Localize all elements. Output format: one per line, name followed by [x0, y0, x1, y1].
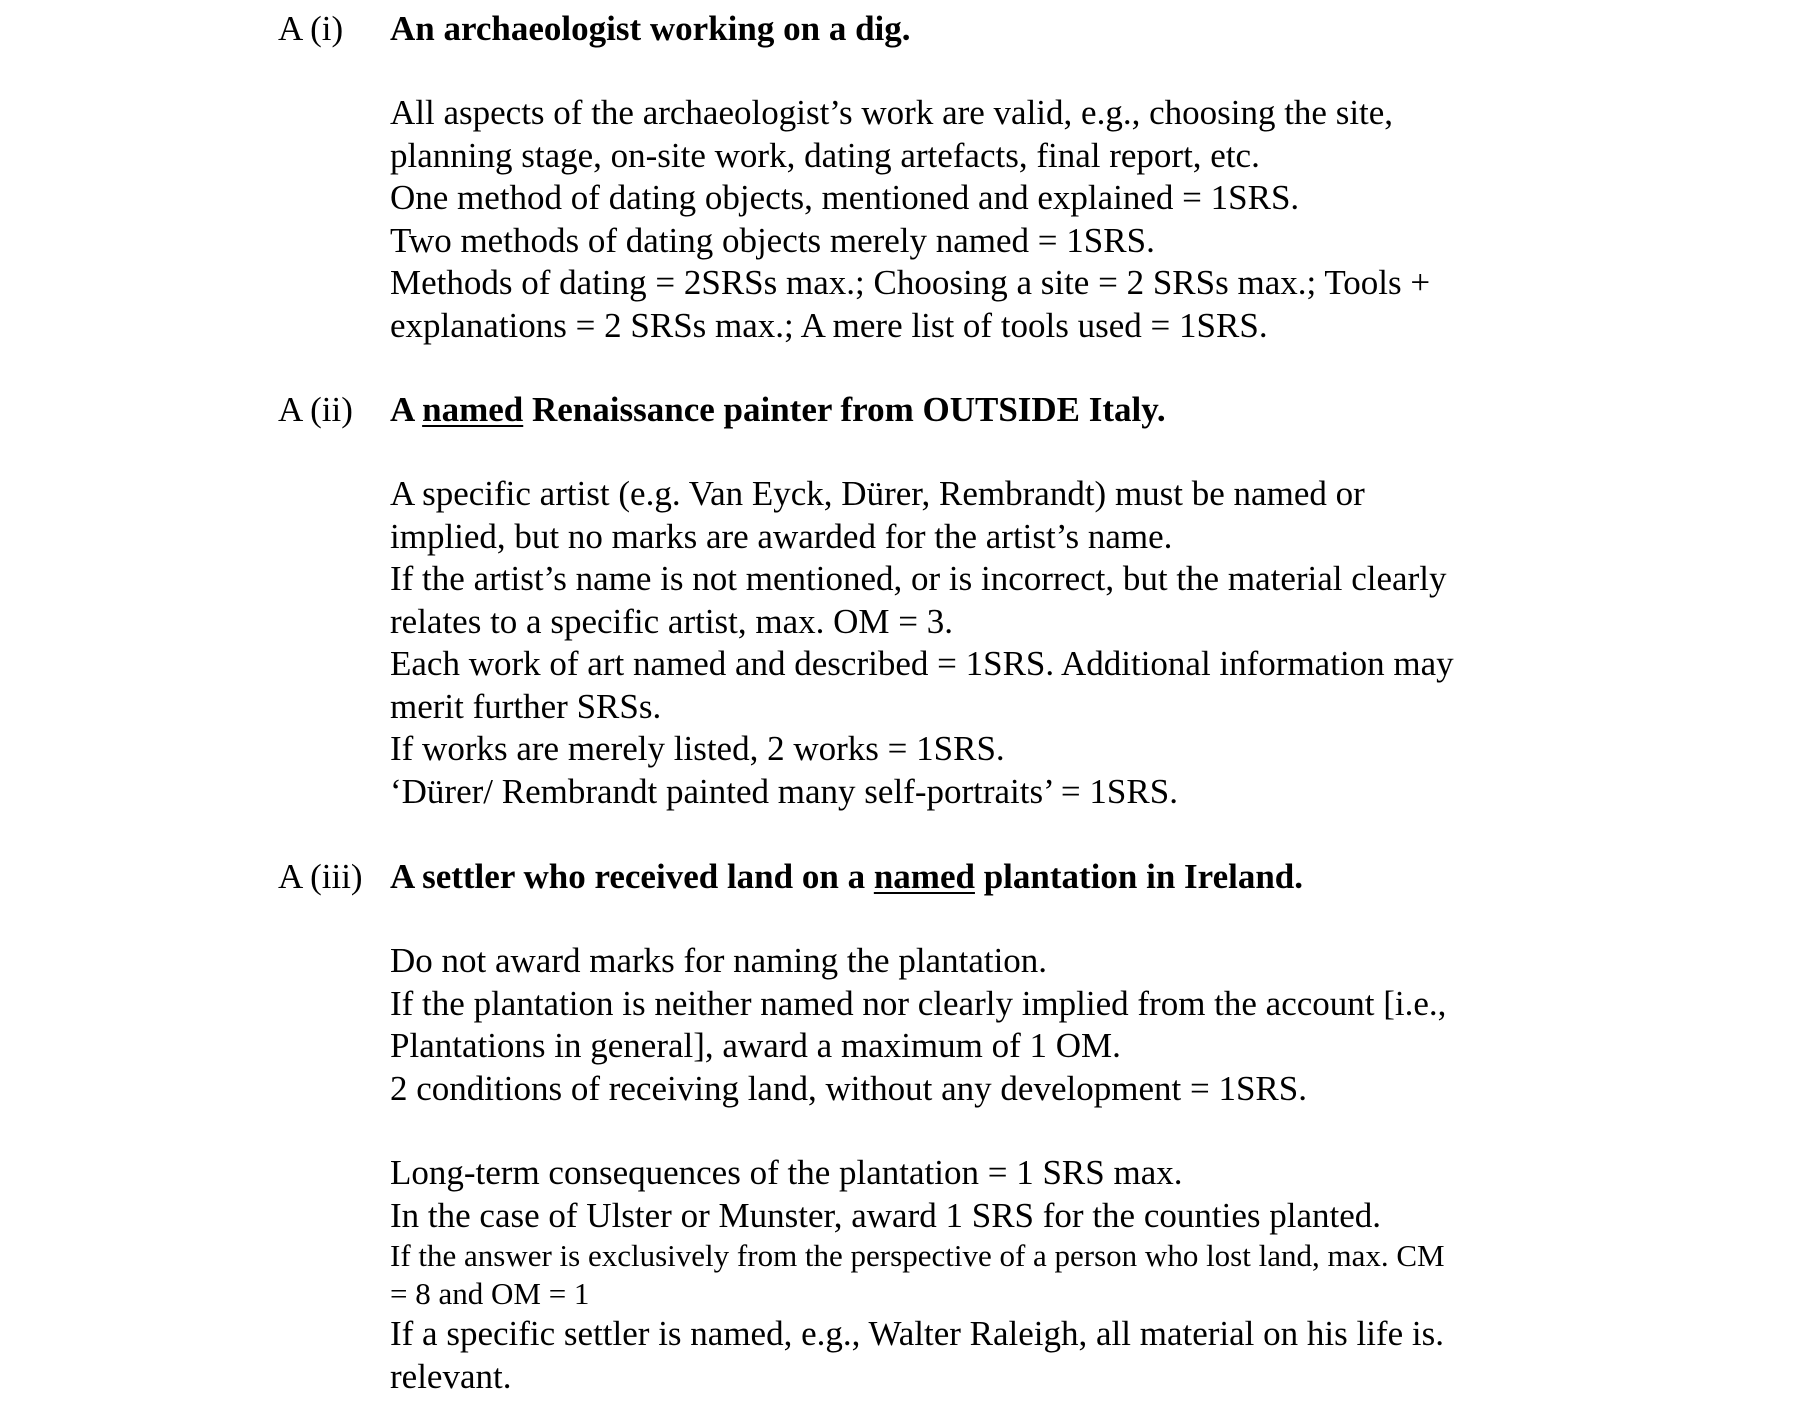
section-1-line: One method of dating objects, mentioned and explained = 1SRS. — [390, 178, 1300, 217]
section-3-title-part: plantation in Ireland. — [974, 857, 1304, 896]
section-2-body — [390, 473, 1570, 813]
section-3-line: 2 conditions of receiving land, without any development = 1SRS. — [390, 1068, 1307, 1108]
section-3-body-b — [390, 1152, 1570, 1398]
section-3-title-underlined: named — [873, 857, 975, 896]
section-3-line-small: If the answer is exclusively from the perspective of a person who lost land, max. CM — [390, 1238, 1445, 1273]
section-3-line: Do not award marks for naming the plantation. — [390, 941, 1048, 980]
section-2-title-part: Renaissance painter from OUTSIDE Italy. — [523, 390, 1166, 429]
section-1-body — [390, 92, 1570, 347]
section-1-title: An archaeologist working on a dig. — [390, 9, 911, 48]
section-3-title — [390, 856, 1303, 898]
section-1-line: Methods of dating = 2SRSs max.; Choosing a site = 2 SRSs max.; Tools + — [390, 263, 1431, 302]
section-1-line: planning stage, on-site work, dating artefacts, final report, etc. — [390, 135, 1260, 175]
section-3-label: A (iii) — [278, 857, 363, 896]
section-3-title-part: A settler who received land on a — [390, 857, 874, 896]
section-3-line: If a specific settler is named, e.g., Walter Raleigh, all material on his life is. — [390, 1314, 1444, 1353]
section-2-line: ‘Dürer/ Rembrandt painted many self-portraits’ = 1SRS. — [390, 771, 1178, 811]
section-2-label: A (ii) — [278, 390, 353, 429]
section-3-line: relevant. — [390, 1356, 512, 1396]
section-2-line: implied, but no marks are awarded for the artist’s name. — [390, 516, 1173, 556]
section-3-line: If the plantation is neither named nor clearly implied from the account [i.e., — [390, 983, 1447, 1023]
section-3-line: Long-term consequences of the plantation = 1 SRS max. — [390, 1153, 1183, 1192]
section-2-line: relates to a specific artist, max. OM = 3. — [390, 601, 954, 641]
section-2-title-part: A — [390, 390, 423, 429]
section-2-line: If works are merely listed, 2 works = 1SRS. — [390, 729, 1005, 768]
section-2-line: Each work of art named and described = 1SRS. Additional information may — [390, 644, 1454, 683]
section-2-line: If the artist’s name is not mentioned, or is incorrect, but the material clearly — [390, 559, 1447, 598]
section-2-line: merit further SRSs. — [390, 686, 662, 726]
section-1-line: explanations = 2 SRSs max.; A mere list of tools used = 1SRS. — [390, 305, 1268, 345]
section-3-line: In the case of Ulster or Munster, award 1 SRS for the counties planted. — [390, 1195, 1381, 1235]
section-2-title-underlined: named — [422, 390, 524, 429]
section-3-line-small: = 8 and OM = 1 — [390, 1276, 590, 1311]
section-1-label: A (i) — [278, 9, 344, 48]
section-1-line: Two methods of dating objects merely named = 1SRS. — [390, 220, 1155, 260]
section-1-line: All aspects of the archaeologist’s work are valid, e.g., choosing the site, — [390, 93, 1394, 132]
section-3-body-a — [390, 940, 1570, 1110]
section-2-title — [390, 389, 1166, 431]
section-2-line: A specific artist (e.g. Van Eyck, Dürer, Rembrandt) must be named or — [390, 474, 1365, 513]
section-3-line: Plantations in general], award a maximum of 1 OM. — [390, 1026, 1121, 1065]
